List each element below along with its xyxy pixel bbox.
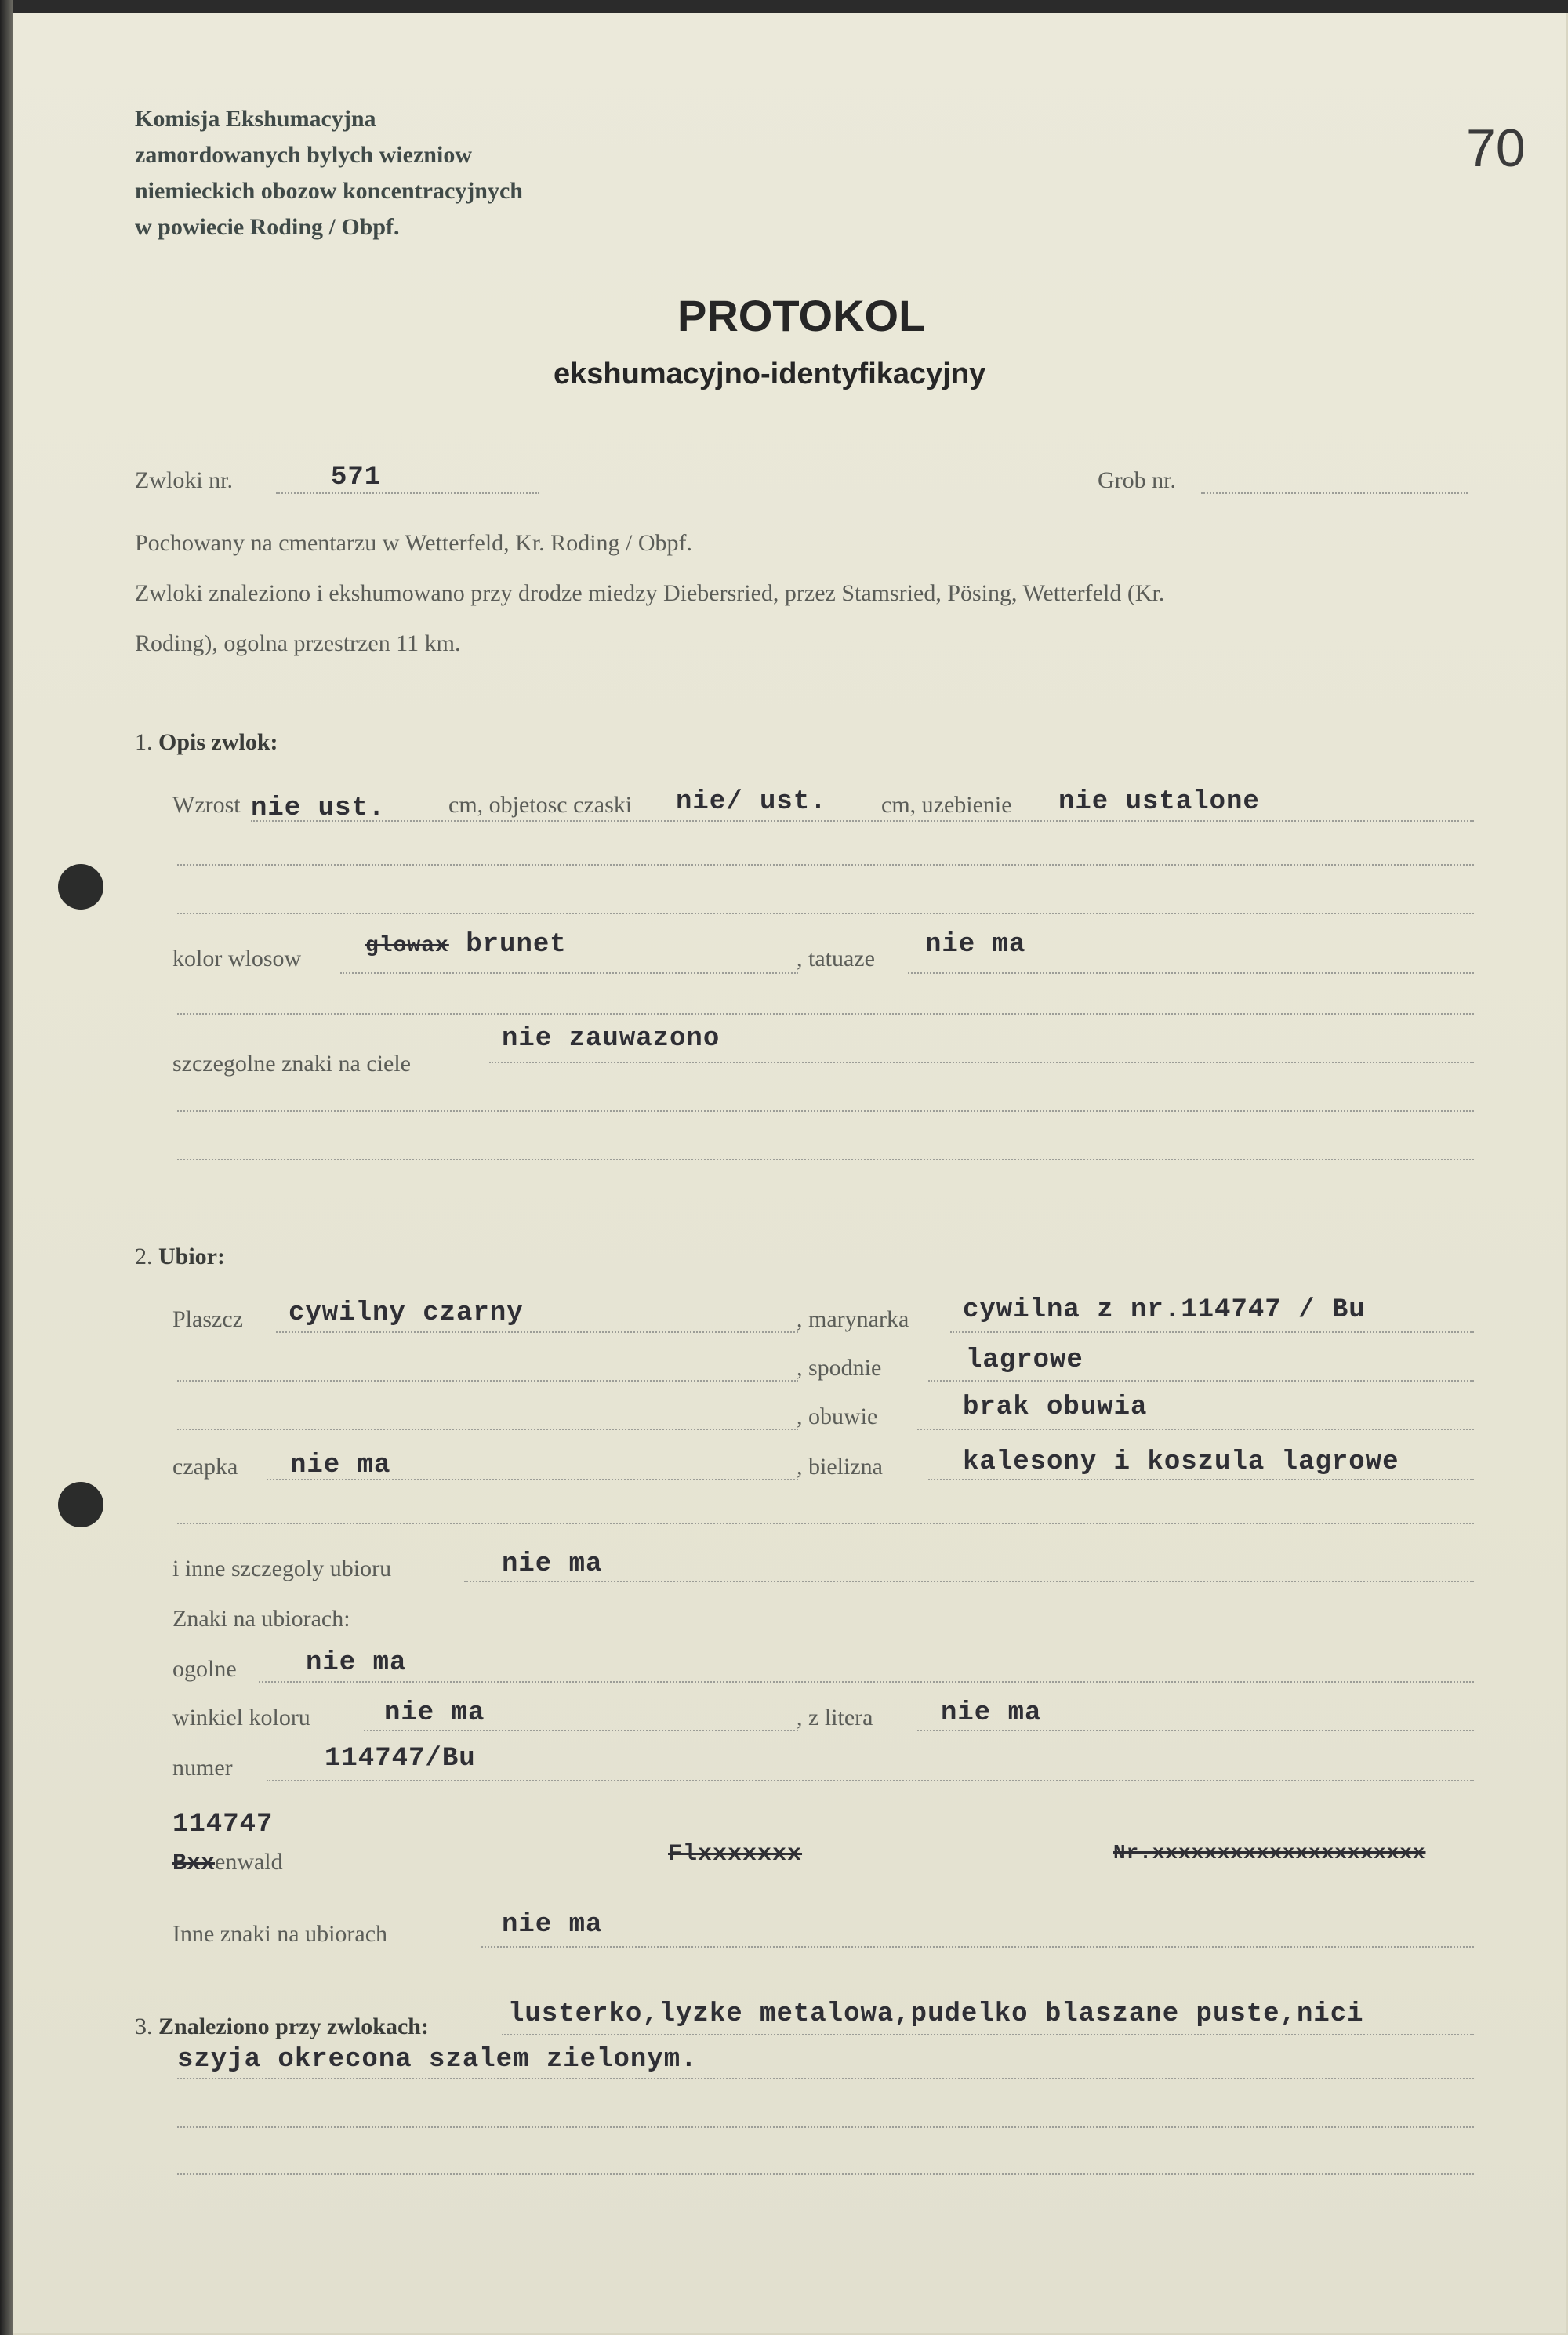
marynarka-value: cywilna z nr.114747 / Bu	[963, 1295, 1366, 1325]
blank-line	[177, 1380, 798, 1382]
blank-line	[177, 2173, 1474, 2175]
znaki-line	[489, 1062, 1474, 1063]
plaszcz-value: cywilny czarny	[289, 1298, 524, 1328]
litera-line	[917, 1730, 1474, 1731]
blank-line	[177, 1159, 1474, 1160]
found-items-line1: lusterko,lyzke metalowa,pudelko blaszane puste,nici	[508, 1999, 1364, 2029]
znaki-value: nie zauwazono	[502, 1024, 720, 1054]
bielizna-label: , bielizna	[797, 1454, 883, 1480]
inne-znaki-value: nie ma	[502, 1910, 603, 1940]
czapka-label: czapka	[172, 1454, 238, 1480]
header-line: zamordowanych bylych wiezniow	[135, 142, 472, 168]
spodnie-label: , spodnie	[797, 1355, 882, 1381]
inne-znaki-line	[481, 1946, 1474, 1948]
litera-value: nie ma	[941, 1698, 1042, 1728]
section-title: Opis zwlok:	[158, 729, 278, 755]
camp-name	[172, 1849, 283, 1877]
prisoner-number: 114747	[172, 1810, 274, 1839]
section-1-heading	[135, 729, 278, 756]
zwloki-label: Zwloki nr.	[135, 467, 233, 493]
blank-line	[177, 864, 1474, 866]
inne-szczegoly-line	[464, 1581, 1474, 1582]
litera-label: , z litera	[797, 1705, 873, 1730]
blank-line	[177, 1429, 798, 1430]
winkiel-value: nie ma	[384, 1698, 485, 1728]
section-3-heading	[135, 2014, 429, 2040]
kolor-line	[340, 972, 798, 974]
obuwie-line	[917, 1429, 1474, 1430]
numer-value: 114747/Bu	[325, 1744, 476, 1774]
kolor-wlosow-label: kolor wlosow	[172, 946, 302, 971]
winkiel-line	[364, 1730, 798, 1731]
winkiel-label: winkiel koloru	[172, 1705, 310, 1730]
znaki-na-ubiorach-label: Znaki na ubiorach:	[172, 1606, 350, 1632]
struck-camp-right: Nr.xxxxxxxxxxxxxxxxxxxxx	[1113, 1841, 1426, 1865]
marynarka-line	[950, 1331, 1474, 1333]
czaska-value: nie/ ust.	[676, 787, 827, 817]
header-line: Komisja Ekshumacyjna	[135, 106, 376, 132]
ogolne-line	[259, 1681, 1474, 1683]
kolor-text: brunet	[466, 930, 567, 960]
document-subtitle: ekshumacyjno-identyfikacyjny	[554, 358, 986, 390]
tatuaze-value: nie ma	[925, 930, 1026, 960]
plaszcz-line	[276, 1331, 798, 1333]
znaleziono-text-line1: Zwloki znaleziono i ekshumowano przy drodze miedzy Diebersried, przez Stamsried, Pösing, Wetterfeld (Kr.	[135, 580, 1165, 606]
found-items-underline	[177, 2078, 1474, 2079]
found-items-line2: szyja okrecona szalem zielonym.	[177, 2045, 698, 2075]
blank-line	[177, 1110, 1474, 1112]
wzrost-line	[251, 820, 1474, 822]
grob-line	[1201, 492, 1468, 494]
section-title: Znaleziono przy zwlokach:	[158, 2014, 429, 2039]
uzebienie-value: nie ustalone	[1058, 787, 1260, 817]
ogolne-value: nie ma	[306, 1648, 407, 1678]
section-number: 3.	[135, 2014, 153, 2039]
struck-word: glowax	[365, 934, 449, 958]
bielizna-line	[928, 1479, 1474, 1480]
blank-line	[177, 913, 1474, 914]
marynarka-label: , marynarka	[797, 1306, 909, 1332]
blank-line	[177, 2126, 1474, 2128]
pochowany-text: Pochowany na cmentarzu w Wetterfeld, Kr. Roding / Obpf.	[135, 530, 693, 556]
grob-label: Grob nr.	[1098, 467, 1176, 493]
obuwie-value: brak obuwia	[963, 1393, 1148, 1422]
header-line: niemieckich obozow koncentracyjnych	[135, 178, 523, 204]
obuwie-label: , obuwie	[797, 1404, 878, 1429]
blank-line	[177, 1013, 1474, 1015]
struck-camp-middle: Flxxxxxxx	[668, 1841, 803, 1868]
bielizna-value: kalesony i koszula lagrowe	[963, 1447, 1399, 1477]
camp-name-rest: enwald	[215, 1849, 283, 1875]
szczegolne-znaki-label: szczegolne znaki na ciele	[172, 1051, 411, 1077]
cm-uzebienie-label: cm, uzebienie	[881, 792, 1012, 818]
spodnie-value: lagrowe	[966, 1345, 1083, 1375]
plaszcz-label: Plaszcz	[172, 1306, 243, 1332]
zwloki-value: 571	[331, 463, 382, 492]
spodnie-line	[928, 1380, 1474, 1382]
struck-word: Bxx	[172, 1850, 216, 1877]
wzrost-value: nie ust.	[251, 793, 386, 823]
inne-szczegoly-value: nie ma	[502, 1549, 603, 1579]
page-number: 70	[1466, 118, 1526, 178]
ogolne-label: ogolne	[172, 1656, 237, 1682]
tatuaze-label: , tatuaze	[797, 946, 875, 971]
tatuaze-line	[908, 972, 1474, 974]
scan-left-edge	[0, 0, 13, 2335]
document-title: PROTOKOL	[677, 291, 926, 340]
numer-line	[267, 1780, 1474, 1781]
cm-czaska-label: cm, objetosc czaski	[448, 792, 633, 818]
punch-hole	[58, 864, 103, 910]
czapka-value: nie ma	[290, 1451, 391, 1480]
punch-hole	[58, 1482, 103, 1527]
inne-znaki-label: Inne znaki na ubiorach	[172, 1921, 388, 1947]
kolor-value	[365, 930, 567, 960]
znaleziono-text-line2: Roding), ogolna przestrzen 11 km.	[135, 630, 461, 656]
section-number: 2.	[135, 1244, 153, 1269]
section-2-heading	[135, 1244, 225, 1270]
numer-label: numer	[172, 1755, 233, 1781]
found-items-underline	[502, 2034, 1474, 2035]
blank-line	[177, 1523, 1474, 1524]
section-title: Ubior:	[158, 1244, 225, 1269]
wzrost-label: Wzrost	[172, 792, 241, 818]
zwloki-line	[276, 492, 539, 494]
scan-top-edge	[0, 0, 1568, 13]
inne-szczegoly-label: i inne szczegoly ubioru	[172, 1556, 392, 1581]
section-number: 1.	[135, 729, 153, 755]
header-line: w powiecie Roding / Obpf.	[135, 214, 400, 240]
